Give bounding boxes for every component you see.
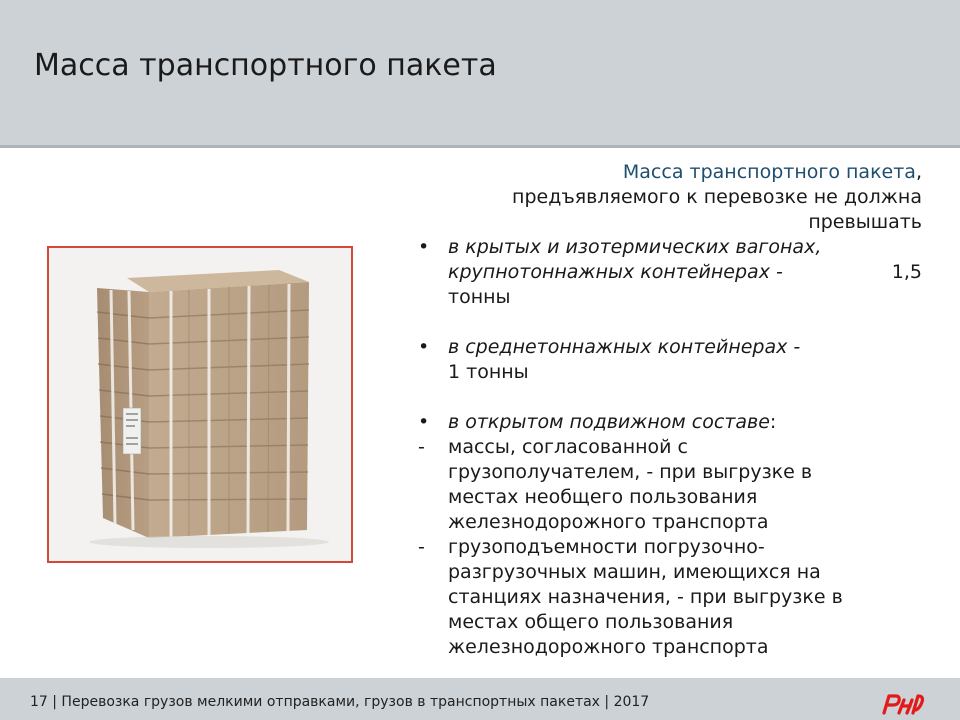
dash-marker: -: [418, 536, 425, 558]
intro-line-2: предъявляемого к перевозке не должна: [512, 186, 922, 208]
dash-line: местах необщего пользования: [448, 486, 758, 508]
list-item-line: в открытом подвижном составе: [448, 411, 770, 433]
bullet-marker: •: [418, 336, 430, 358]
intro-line-3: превышать: [808, 211, 922, 233]
list-item-line: в крытых и изотермических вагонах,: [448, 236, 822, 258]
list-item-medium-containers: [410, 335, 922, 385]
slide-header: [0, 0, 960, 148]
dash-line: железнодорожного транспорта: [448, 511, 769, 533]
list-item-line: 1 тонны: [448, 361, 529, 383]
spacer: [410, 310, 922, 335]
dash-line: грузополучателем, - при выгрузке в: [448, 461, 813, 483]
list-item-line: крупнотоннажных контейнерах -: [448, 261, 783, 283]
text-content: [410, 160, 922, 660]
list-item-covered-wagons: [410, 235, 922, 310]
weight-unit: тонны: [448, 286, 511, 308]
rzd-logo: [880, 690, 926, 716]
dash-line: разгрузочных машин, имеющихся на: [448, 561, 821, 583]
package-photo: [47, 246, 353, 563]
dash-line: массы, согласованной с: [448, 436, 689, 458]
footer-text: 17 | Перевозка грузов мелкими отправками, грузов в транспортных пакетах | 2017: [30, 694, 650, 710]
intro-lead: Масса транспортного пакета: [622, 161, 916, 183]
dash-line: железнодорожного транспорта: [448, 636, 769, 658]
slide-footer: [0, 678, 960, 720]
dash-marker: -: [418, 436, 425, 458]
boxes-illustration: [49, 248, 351, 561]
intro-comma: ,: [915, 161, 922, 183]
dash-line: грузоподъемности погрузочно-: [448, 536, 765, 558]
dash-item-agreed-mass: [410, 435, 922, 535]
bullet-marker: •: [418, 236, 430, 258]
list-item-row: [448, 260, 922, 285]
bullet-marker: •: [418, 411, 430, 433]
weight-value: 1,5: [891, 261, 922, 283]
dash-line: местах общего пользования: [448, 611, 734, 633]
spacer: [410, 385, 922, 410]
intro-paragraph: [410, 160, 922, 235]
list-item-colon: :: [769, 411, 777, 433]
list-item-line: в среднетоннажных контейнерах -: [448, 336, 801, 358]
dash-line: станциях назначения, - при выгрузке в: [448, 586, 843, 608]
dash-item-lifting-capacity: [410, 535, 922, 660]
slide-title: Масса транспортного пакета: [34, 48, 497, 83]
list-item-open-rolling-stock: [410, 410, 922, 435]
